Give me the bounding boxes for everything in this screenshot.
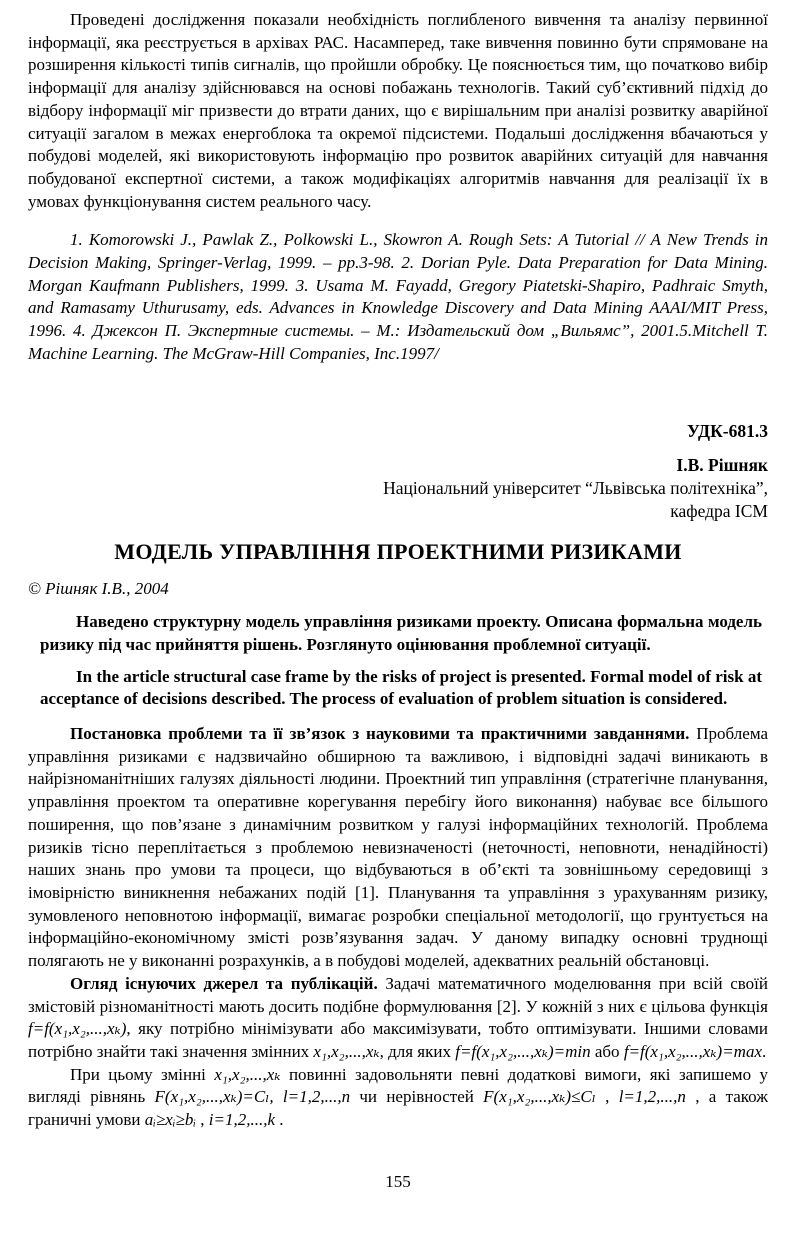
text-segment: , [196,1110,209,1130]
body-paragraph-problem-statement [28,723,768,973]
text-segment: Задачі математичного моделювання при всій своїй змістовій різноманітності мають досить подібне формулювання [2]. У кожній з них є цільова функція [28,973,768,1016]
page-number: 155 [385,1172,411,1192]
references-paragraph: 1. Komorowski J., Pawlak Z., Polkowski L., Skowron A. Rough Sets: A Tutorial // A New Trends in Decision Making, Springer-Verlag, 1999. – pp.3-98. 2. Dorian Pyle. Data Preparation for Data Mining. Morgan Kaufmann Publishers, 1999. 3. Usama M. Fayadd, Gregory Piatetski-Shapiro, Padhraic Smyth, and Ramasamy Uthurusamy, eds. Advances in Knowledge Discovery and Data Mining AAAI/MIT Press, 1996. 4. Джексон П. Экспертные системы. – М.: Издательский дом „Вильямс”, 2001.5.Mitchell T. Machine Learning. The McGraw-Hill Companies, Inc.1997/ [28,230,768,363]
text-segment: Постановка проблеми та її зв’язок з науковими та практичними завданнями. [70,724,697,744]
article-title: МОДЕЛЬ УПРАВЛІННЯ ПРОЕКТНИМИ РИЗИКАМИ [114,538,682,564]
text-segment: , яку потрібно мінімізувати або максимізувати, тобто оптимізувати. Іншими словами потрібно знайти такі значення змінних [28,1019,768,1061]
text-segment: , а також граничні умови [28,1087,769,1130]
abstract-english: In the article structural case frame by the risks of project is presented. Formal model of risk at acceptance of decisions described. The process of evaluation of problem situation is considered. [40,666,762,709]
text-segment: . [762,1041,767,1061]
text-segment: f=f(x₁,x₂,...,xₖ) [28,1019,127,1039]
text-segment: або [590,1041,624,1061]
text-segment: повинні задовольняти певні додаткові вимоги, які запишемо у вигляді рівнянь [28,1064,768,1107]
text-segment: f=f(x₁,x₂,...,xₖ)=max [623,1041,763,1061]
affiliation-line2: кафедра ІСМ [670,500,768,521]
abstract-ukrainian: Наведено структурну модель управління ризиками проекту. Описана формальна модель ризику під час прийняття рішень. Розглянуто оцінювання проблемної ситуації. [40,612,762,654]
body-paragraph-sources-review [28,973,768,1064]
article-header [28,420,768,523]
text-segment: f=f(x₁,x₂,...,xₖ)=min [455,1041,591,1061]
body-paragraph-constraints [28,1064,768,1132]
text-segment: x₁,x₂,...,xₖ [214,1064,281,1084]
text-segment: . [275,1110,284,1130]
intro-paragraph: Проведені дослідження показали необхідність поглибленого вивчення та аналізу первинної інформації, яка реєструється в архівах РАС. Насамперед, таке вивчення повинно бути спрямоване на розширення кількості типів сигналів, що пройшли обробку. Це пояснюється тим, що початково вибір інформації для аналізу здійснювався на основі побажань технологів. Такий суб’єктивний підхід до відбору інформації міг призвести до втрати даних, що є вирішальним при аналізі розвитку аварійної ситуації загалом в межах енергоблока та окремої підсистеми. Подальші дослідження вбачаються у побудові моделей, які використовують інформацію про розвиток аварійних ситуацій для навчання побудованої експертної системи, а також модифікаціях алгоритмів навчання для реалізації їх в умовах функціонування систем реального часу. [28,10,768,211]
text-segment: чи нерівностей [350,1087,484,1107]
text-segment: x₁,x₂,...,xₖ [313,1041,380,1061]
udk-code: УДК-681.3 [686,420,768,441]
text-segment: aᵢ≥xᵢ≥bᵢ [144,1110,197,1130]
text-segment: Проблема управління ризиками є надзвичайно обширною та важливою, і відповідні задачі виникають в найрізноманітніших галузях діяльності людини. Проектний тип управління (стратегічне планування, управління проектом та оперативне корегування перебігу його виконання) набуває все більшого поширення, що пов’язане з динамічним розвитком у галузі інформаційних технологій. Проблема ризиків тісно переплітається з проблемою невизначеності (неточності, неповноти, ненадійності) наших знань про умови та процеси, що відбуваються в об’єкті та зовнішньому середовищі з імовірністю виникнення небажаних подій [1]. Планування та управління з урахуванням ризику, зумовленого неповнотою інформації, вимагає розробки спеціальної методології, що грунтується на інформаційно-економічному змісті розв’язування задач. У даному випадку основні труднощі полягають не у виконанні розрахунків, а в побудові моделей, адекватних реальній обстановці. [28,724,768,971]
text-segment: , [595,1087,619,1107]
text-segment: Огляд існуючих джерел та публікацій. [70,973,386,993]
text-segment: F(x₁,x₂,...,xₖ)=Cₗ, l=1,2,...,n [154,1087,351,1107]
text-segment: i=1,2,...,k [208,1110,276,1130]
affiliation-line1: Національний університет “Львівська політехніка”, [383,477,768,498]
author-name: І.В. Рішняк [676,454,768,475]
text-segment: F(x₁,x₂,...,xₖ)≤Cₗ [483,1087,596,1107]
text-segment: При цьому змінні [70,1064,215,1084]
text-segment: l=1,2,...,n [618,1087,686,1107]
body-section [28,723,768,1132]
copyright-line: © Рішняк І.В., 2004 [28,578,169,598]
text-segment: , для яких [379,1041,456,1061]
